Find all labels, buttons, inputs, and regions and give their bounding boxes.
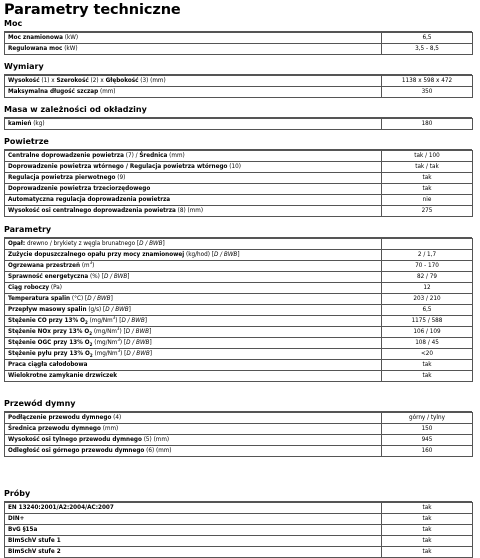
parameter-label bbox=[5, 514, 382, 525]
section-heading: Próby bbox=[4, 487, 472, 502]
parameter-value: tak bbox=[382, 536, 473, 547]
spec-table bbox=[4, 75, 473, 98]
label-part: kamień bbox=[8, 121, 32, 127]
parameter-label bbox=[5, 250, 382, 261]
label-part: D / BWB bbox=[139, 241, 163, 247]
parameter-label bbox=[5, 33, 382, 44]
label-part: 2 bbox=[89, 331, 93, 337]
label-part: (8) (mm) bbox=[175, 208, 204, 214]
label-part: ] bbox=[144, 318, 148, 324]
parameter-value: 3,5 - 8,5 bbox=[382, 44, 473, 55]
table-row bbox=[5, 173, 473, 184]
parameter-label bbox=[5, 87, 382, 98]
label-part: (kW) bbox=[62, 35, 79, 41]
parameter-label bbox=[5, 413, 382, 424]
parameter-label bbox=[5, 525, 382, 536]
parameter-label bbox=[5, 173, 382, 184]
label-part: ] bbox=[110, 296, 113, 302]
label-part: D / BWB bbox=[105, 307, 129, 313]
label-part: Średnica przewodu dymnego bbox=[8, 426, 101, 432]
label-part: Podłączenie przewodu dymnego bbox=[8, 415, 112, 421]
parameter-value: 6,5 bbox=[382, 305, 473, 316]
parameter-value: 70 - 170 bbox=[382, 261, 473, 272]
label-part: ] bbox=[237, 252, 240, 258]
label-part: DIN+ bbox=[8, 516, 25, 522]
table-row bbox=[5, 305, 473, 316]
spec-table bbox=[4, 238, 473, 382]
table-row bbox=[5, 206, 473, 217]
label-part: ] bbox=[149, 329, 152, 335]
parameter-label bbox=[5, 360, 382, 371]
label-part: (%) [ bbox=[88, 274, 104, 280]
label-part: Sprawność energetyczna bbox=[8, 274, 89, 280]
parameter-label bbox=[5, 162, 382, 173]
section-heading: Moc bbox=[4, 17, 472, 32]
label-part: Moc znamionowa bbox=[8, 35, 63, 41]
table-row bbox=[5, 360, 473, 371]
table-row bbox=[5, 294, 473, 305]
label-part: (mm) bbox=[100, 426, 119, 432]
table-row bbox=[5, 446, 473, 457]
label-part: (°C) [ bbox=[70, 296, 88, 302]
label-part: ] bbox=[128, 307, 131, 313]
label-part: ] bbox=[149, 351, 152, 357]
label-part: (mg/Nm bbox=[92, 340, 118, 346]
parameter-value: 350 bbox=[382, 87, 473, 98]
parameter-label bbox=[5, 239, 382, 250]
section-heading: Parametry bbox=[4, 223, 472, 238]
label-part: ) [ bbox=[119, 329, 126, 335]
parameter-label bbox=[5, 195, 382, 206]
label-part: Ciąg roboczy bbox=[8, 285, 50, 291]
parameter-label bbox=[5, 151, 382, 162]
label-part: Temperatura spalin bbox=[8, 296, 71, 302]
label-part: (mg/Nm bbox=[87, 318, 113, 324]
parameter-value bbox=[382, 239, 473, 250]
label-part: Przepływ masowy spalin bbox=[8, 307, 87, 313]
label-part: ] bbox=[149, 340, 152, 346]
parameter-value: tak bbox=[382, 371, 473, 382]
label-part: BImSchV stufe 2 bbox=[8, 549, 61, 555]
parameter-label bbox=[5, 283, 382, 294]
parameter-value: 203 / 210 bbox=[382, 294, 473, 305]
label-part: Głębokość bbox=[105, 78, 139, 84]
parameter-label bbox=[5, 44, 382, 55]
table-row bbox=[5, 435, 473, 446]
label-part: (10) bbox=[227, 164, 241, 170]
section-moc bbox=[4, 17, 472, 55]
label-part: (4) bbox=[111, 415, 122, 421]
parameter-label bbox=[5, 435, 382, 446]
parameter-label bbox=[5, 261, 382, 272]
label-part: Regulacja powietrza pierwotnego bbox=[8, 175, 116, 181]
parameter-value: 108 / 45 bbox=[382, 338, 473, 349]
label-part: 3 bbox=[117, 348, 121, 354]
label-part: (kg/hod) [ bbox=[184, 252, 214, 258]
label-part: 2 bbox=[84, 320, 88, 326]
label-part: Zużycie dopuszczalnego opału przy mocy znamionowej bbox=[8, 252, 185, 258]
label-part: D / BWB bbox=[214, 252, 238, 258]
parameter-label bbox=[5, 184, 382, 195]
section-przewod-dymny bbox=[4, 397, 472, 457]
label-part: 3 bbox=[117, 337, 120, 343]
parameter-value: <20 bbox=[382, 349, 473, 360]
parameter-label bbox=[5, 547, 382, 558]
parameter-value: 12 bbox=[382, 283, 473, 294]
table-row bbox=[5, 316, 473, 327]
parameter-label bbox=[5, 119, 382, 130]
table-row bbox=[5, 525, 473, 536]
table-row bbox=[5, 239, 473, 250]
table-row bbox=[5, 162, 473, 173]
label-part: (3) (mm) bbox=[138, 78, 166, 84]
table-row bbox=[5, 33, 473, 44]
parameter-label bbox=[5, 424, 382, 435]
parameter-value: tak bbox=[382, 503, 473, 514]
label-part: D / BWB bbox=[103, 274, 128, 280]
label-part: ] bbox=[127, 274, 130, 280]
parameter-label bbox=[5, 338, 382, 349]
parameter-value: tak bbox=[382, 525, 473, 536]
label-part: Doprowadzenie powietrza wtórnego / Regulacja powietrza wtórnego bbox=[8, 164, 228, 170]
label-part: BImSchV stufe 1 bbox=[8, 538, 61, 544]
label-part: Wysokość osi tylnego przewodu dymnego bbox=[8, 437, 142, 443]
table-row bbox=[5, 119, 473, 130]
parameter-value: 2 / 1,7 bbox=[382, 250, 473, 261]
label-part: Stężenie pyłu przy 13% O bbox=[8, 351, 90, 357]
label-part: Stężenie NOx przy 13% O bbox=[8, 329, 90, 335]
label-part: ] bbox=[162, 241, 165, 247]
parameter-value: tak / tak bbox=[382, 162, 473, 173]
label-part: Wysokość bbox=[8, 78, 40, 84]
parameter-value: tak / 100 bbox=[382, 151, 473, 162]
spec-table bbox=[4, 150, 473, 217]
label-part: Szerokość bbox=[56, 78, 89, 84]
label-part: (mm) bbox=[167, 153, 185, 159]
section-heading: Masa w zależności od okładziny bbox=[4, 103, 472, 118]
label-part: ) [ bbox=[120, 351, 127, 357]
label-part: 3 bbox=[112, 315, 116, 321]
label-part: Doprowadzenie powietrza trzeciorzędowego bbox=[8, 186, 151, 192]
parameter-value: 180 bbox=[382, 119, 473, 130]
table-row bbox=[5, 76, 473, 87]
parameter-label bbox=[5, 272, 382, 283]
label-part: Wielokrotne zamykanie drzwiczek bbox=[8, 373, 117, 379]
table-row bbox=[5, 514, 473, 525]
table-row bbox=[5, 261, 473, 272]
spec-table bbox=[4, 502, 473, 558]
parameter-label bbox=[5, 536, 382, 547]
table-row bbox=[5, 503, 473, 514]
parameter-label bbox=[5, 349, 382, 360]
parameter-value: 6,5 bbox=[382, 33, 473, 44]
parameter-label bbox=[5, 446, 382, 457]
section-proby bbox=[4, 487, 472, 558]
label-part: ) bbox=[92, 263, 95, 269]
label-part: D / BWB bbox=[121, 318, 145, 324]
parameter-value: 160 bbox=[382, 446, 473, 457]
label-part: (mg/Nm bbox=[92, 329, 117, 335]
section-masa-w-zaleznosci-od-okladziny bbox=[4, 103, 472, 130]
label-part: Stężenie CO przy 13% O bbox=[8, 318, 85, 324]
table-row bbox=[5, 184, 473, 195]
parameter-label bbox=[5, 316, 382, 327]
label-part: 2 bbox=[89, 353, 93, 359]
label-part: drewno / brykiety z węgla brunatnego [ bbox=[25, 241, 140, 247]
section-heading: Przewód dymny bbox=[4, 397, 472, 412]
parameter-value: 106 / 109 bbox=[382, 327, 473, 338]
parameter-value: 275 bbox=[382, 206, 473, 217]
label-part: Regulowana moc bbox=[8, 46, 63, 52]
section-wymiary bbox=[4, 60, 472, 98]
table-row bbox=[5, 44, 473, 55]
label-part: (2) x bbox=[88, 78, 106, 84]
label-part: (6) (mm) bbox=[144, 448, 172, 454]
parameter-label bbox=[5, 206, 382, 217]
label-part: EN 13240:2001/A2:2004/AC:2007 bbox=[8, 505, 114, 511]
parameter-value: tak bbox=[382, 514, 473, 525]
parameter-value: tak bbox=[382, 547, 473, 558]
label-part: (7) / bbox=[123, 153, 140, 159]
parameter-value: 1138 x 598 x 472 bbox=[382, 76, 473, 87]
table-row bbox=[5, 195, 473, 206]
table-row bbox=[5, 272, 473, 283]
table-row bbox=[5, 371, 473, 382]
label-part: (g/s) [ bbox=[86, 307, 106, 313]
label-part: D / BWB bbox=[125, 329, 150, 335]
label-part: Praca ciągła całodobowa bbox=[8, 362, 88, 368]
label-part: 2 bbox=[89, 342, 93, 348]
label-part: (kg) bbox=[31, 121, 45, 127]
spec-table bbox=[4, 118, 473, 130]
parameter-label bbox=[5, 294, 382, 305]
parameter-label bbox=[5, 76, 382, 87]
parameter-value: tak bbox=[382, 184, 473, 195]
label-part: Automatyczna regulacja doprowadzenia powietrza bbox=[8, 197, 171, 203]
label-part: D / BWB bbox=[126, 340, 150, 346]
parameter-value: 82 / 79 bbox=[382, 272, 473, 283]
label-part: (mg/Nm bbox=[92, 351, 118, 357]
parameter-label bbox=[5, 371, 382, 382]
table-row bbox=[5, 151, 473, 162]
label-part: (5) (mm) bbox=[141, 437, 170, 443]
table-row bbox=[5, 327, 473, 338]
section-heading: Powietrze bbox=[4, 135, 472, 150]
label-part: (Pa) bbox=[49, 285, 62, 291]
label-part: 3 bbox=[89, 260, 93, 266]
parameter-value: nie bbox=[382, 195, 473, 206]
parameter-value: tak bbox=[382, 173, 473, 184]
table-row bbox=[5, 349, 473, 360]
label-part: D / BWB bbox=[87, 296, 111, 302]
parameter-value: tak bbox=[382, 360, 473, 371]
label-part: Ogrzewana przestrzeń bbox=[8, 263, 81, 269]
table-row bbox=[5, 536, 473, 547]
label-part: (kW) bbox=[62, 46, 78, 52]
table-row bbox=[5, 413, 473, 424]
label-part: BvG §15a bbox=[8, 527, 38, 533]
parameter-label bbox=[5, 327, 382, 338]
table-row bbox=[5, 338, 473, 349]
table-row bbox=[5, 283, 473, 294]
table-row bbox=[5, 87, 473, 98]
label-part: ) [ bbox=[115, 318, 122, 324]
parameter-value: 1175 / 588 bbox=[382, 316, 473, 327]
label-part: 3 bbox=[116, 326, 120, 332]
parameter-label bbox=[5, 503, 382, 514]
label-part: D / BWB bbox=[126, 351, 150, 357]
section-heading: Wymiary bbox=[4, 60, 472, 75]
parameter-value: 150 bbox=[382, 424, 473, 435]
label-part: Odległość osi górnego przewodu dymnego bbox=[8, 448, 145, 454]
table-row bbox=[5, 547, 473, 558]
parameter-label bbox=[5, 305, 382, 316]
section-powietrze bbox=[4, 135, 472, 217]
label-part: Stężenie OGC przy 13% O bbox=[8, 340, 90, 346]
label-part: (mm) bbox=[98, 89, 116, 95]
page-title: Parametry techniczne bbox=[4, 2, 181, 18]
table-row bbox=[5, 424, 473, 435]
spec-table bbox=[4, 32, 473, 55]
label-part: Centralne doprowadzenie powietrza bbox=[8, 153, 124, 159]
parameter-value: górny / tylny bbox=[382, 413, 473, 424]
label-part: Opał: bbox=[8, 241, 26, 247]
label-part: (1) x bbox=[39, 78, 57, 84]
spec-table bbox=[4, 412, 473, 457]
label-part: ) [ bbox=[119, 340, 127, 346]
table-row bbox=[5, 250, 473, 261]
label-part: (m bbox=[80, 263, 90, 269]
label-part: Maksymalna długość szczap bbox=[8, 89, 99, 95]
label-part: (9) bbox=[115, 175, 126, 181]
section-parametry bbox=[4, 223, 472, 382]
label-part: Wysokość osi centralnego doprowadzenia powietrza bbox=[8, 208, 176, 214]
parameter-value: 945 bbox=[382, 435, 473, 446]
label-part: Średnica bbox=[139, 153, 168, 159]
